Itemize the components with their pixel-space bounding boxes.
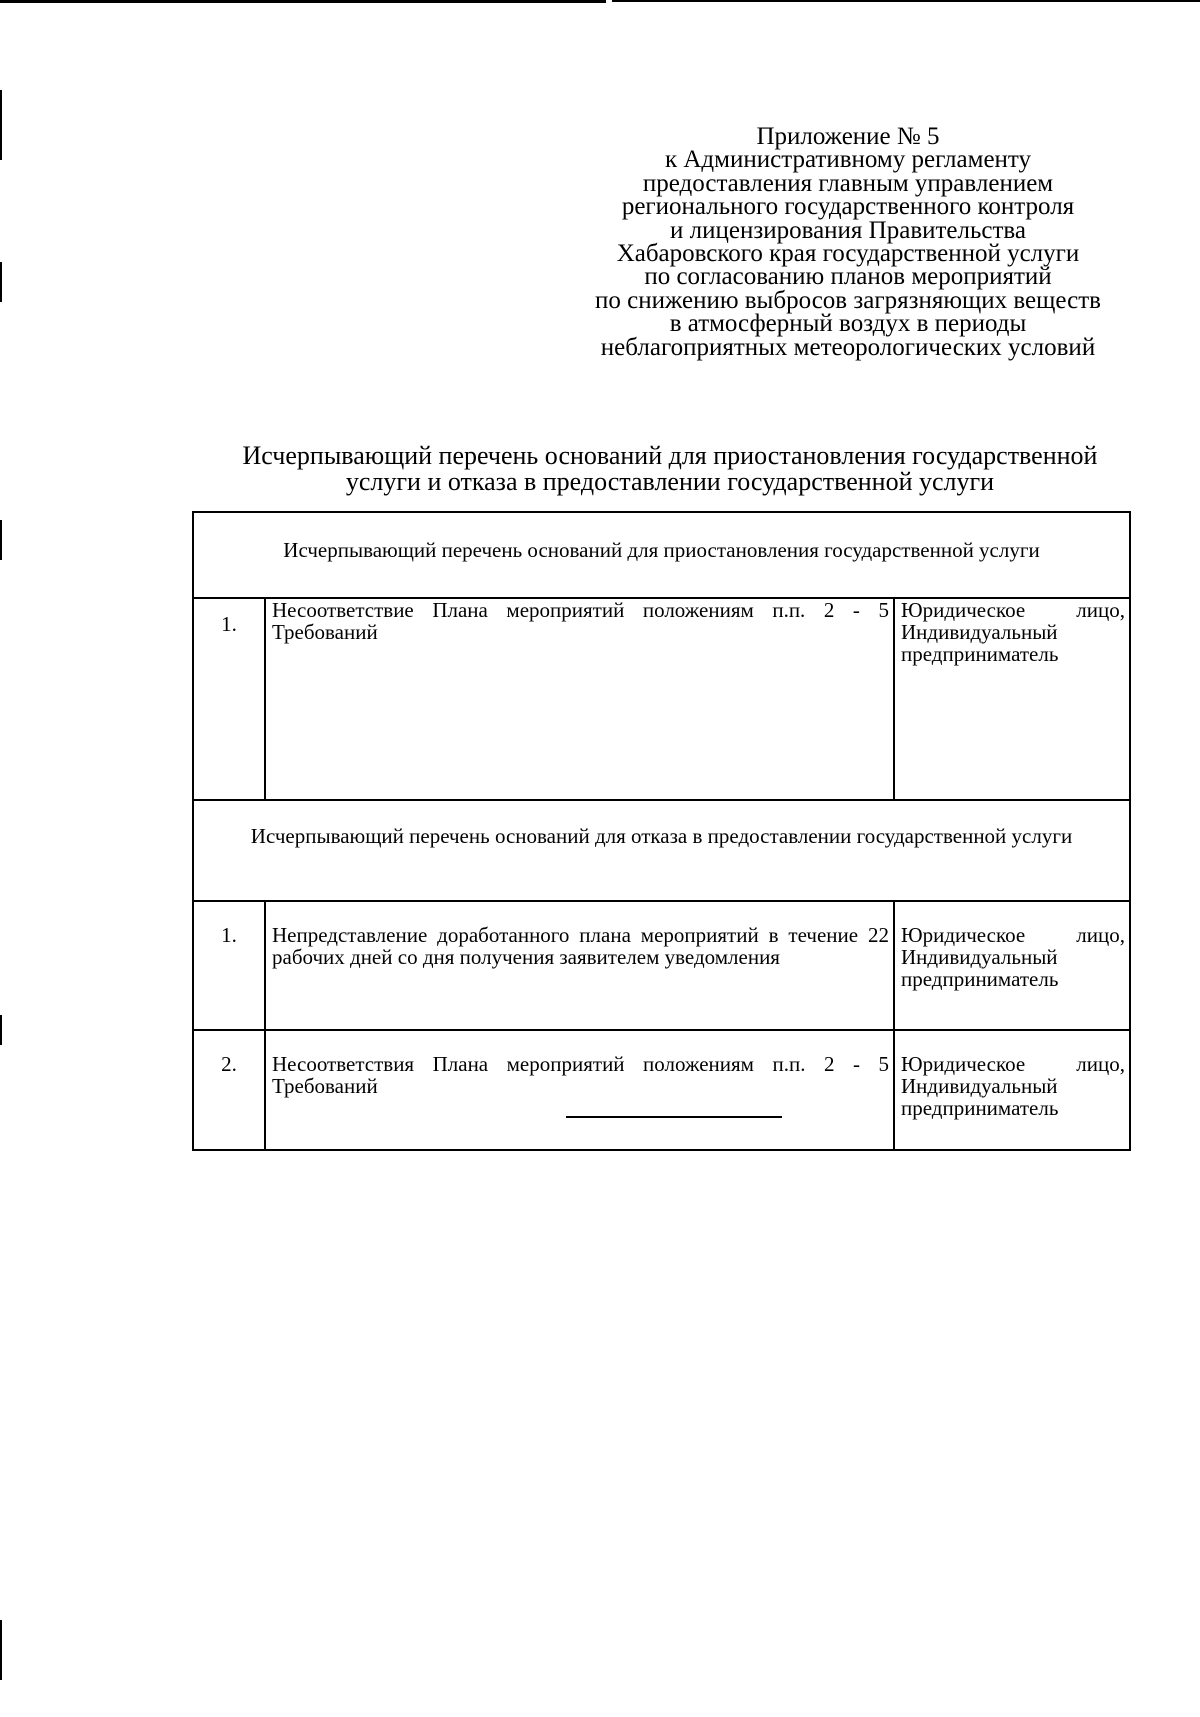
grounds-table <box>192 511 1131 1151</box>
annex-line: и лицензирования Правительства <box>670 216 1026 244</box>
annex-line: по согласованию планов мероприятий <box>644 263 1052 291</box>
closing-rule <box>566 1116 782 1118</box>
row-applicant <box>894 1030 1130 1150</box>
applicant-line <box>901 1053 1125 1075</box>
document-title-line: Исчерпывающий перечень оснований для приостановления государственной <box>242 441 1098 470</box>
row-applicant-text <box>895 599 1129 665</box>
row-number: 1. <box>193 598 265 800</box>
applicant-line: предприниматель <box>901 1096 1059 1120</box>
suspension-section-heading: Исчерпывающий перечень оснований для приостановления государственной услуги <box>193 512 1130 598</box>
row-description-text: Несоответствие Плана мероприятий положениям п.п. 2 - 5 Требований <box>272 598 889 644</box>
row-description <box>265 1030 894 1150</box>
document-title <box>190 443 1150 495</box>
row-description-text: Несоответствия Плана мероприятий положениям п.п. 2 - 5 Требований <box>272 1052 889 1098</box>
applicant-line <box>901 924 1125 946</box>
table-row <box>193 901 1130 1030</box>
table-row <box>193 598 1130 800</box>
scan-edge-left <box>0 90 2 160</box>
applicant-line: Индивидуальный <box>901 1074 1058 1098</box>
row-number: 1. <box>193 901 265 1030</box>
suspension-section-heading-row <box>193 512 1130 598</box>
annex-line: предоставления главным управлением <box>642 169 1054 197</box>
annex-line: неблагоприятных метеорологических условий <box>600 333 1096 361</box>
row-applicant-text <box>895 1053 1129 1119</box>
applicant-word: Юридическое <box>901 923 1026 947</box>
applicant-word: Юридическое <box>901 1052 1026 1076</box>
applicant-word: лицо, <box>1076 1052 1126 1076</box>
applicant-line: предприниматель <box>901 642 1059 666</box>
applicant-line: предприниматель <box>901 967 1059 991</box>
scan-edge-top-right <box>612 0 1200 2</box>
row-description <box>265 901 894 1030</box>
annex-line: Хабаровского края государственной услуги <box>616 240 1080 268</box>
row-applicant <box>894 901 1130 1030</box>
row-applicant-text <box>895 924 1129 990</box>
annex-line: по снижению выбросов загрязняющих веществ <box>595 286 1101 314</box>
scan-edge-left <box>0 262 2 302</box>
scan-edge-left <box>0 520 2 560</box>
row-description <box>265 598 894 800</box>
scan-edge-left <box>0 1015 2 1045</box>
table-row <box>193 1030 1130 1150</box>
row-applicant <box>894 598 1130 800</box>
applicant-line: Индивидуальный <box>901 945 1058 969</box>
annex-line: регионального государственного контроля <box>621 193 1075 221</box>
annex-line: в атмосферный воздух в периоды <box>669 310 1027 338</box>
scan-edge-top-left <box>0 0 606 3</box>
refusal-section-heading-row <box>193 800 1130 901</box>
applicant-line <box>901 599 1125 621</box>
document-title-line: услуги и отказа в предоставлении государственной услуги <box>345 467 995 496</box>
annex-line: Приложение № 5 <box>756 123 940 150</box>
refusal-section-heading: Исчерпывающий перечень оснований для отказа в предоставлении государственной услуги <box>193 800 1130 901</box>
scan-edge-left <box>0 1620 2 1680</box>
applicant-word: лицо, <box>1076 598 1126 622</box>
row-number: 2. <box>193 1030 265 1150</box>
row-description-text: Непредставление доработанного плана мероприятий в течение 22 рабочих дней со дня получения заявителем уведомления <box>272 923 889 969</box>
applicant-word: лицо, <box>1076 923 1126 947</box>
annex-line: к Административному регламенту <box>664 146 1032 174</box>
applicant-line: Индивидуальный <box>901 620 1058 644</box>
annex-header <box>548 125 1148 359</box>
applicant-word: Юридическое <box>901 598 1026 622</box>
